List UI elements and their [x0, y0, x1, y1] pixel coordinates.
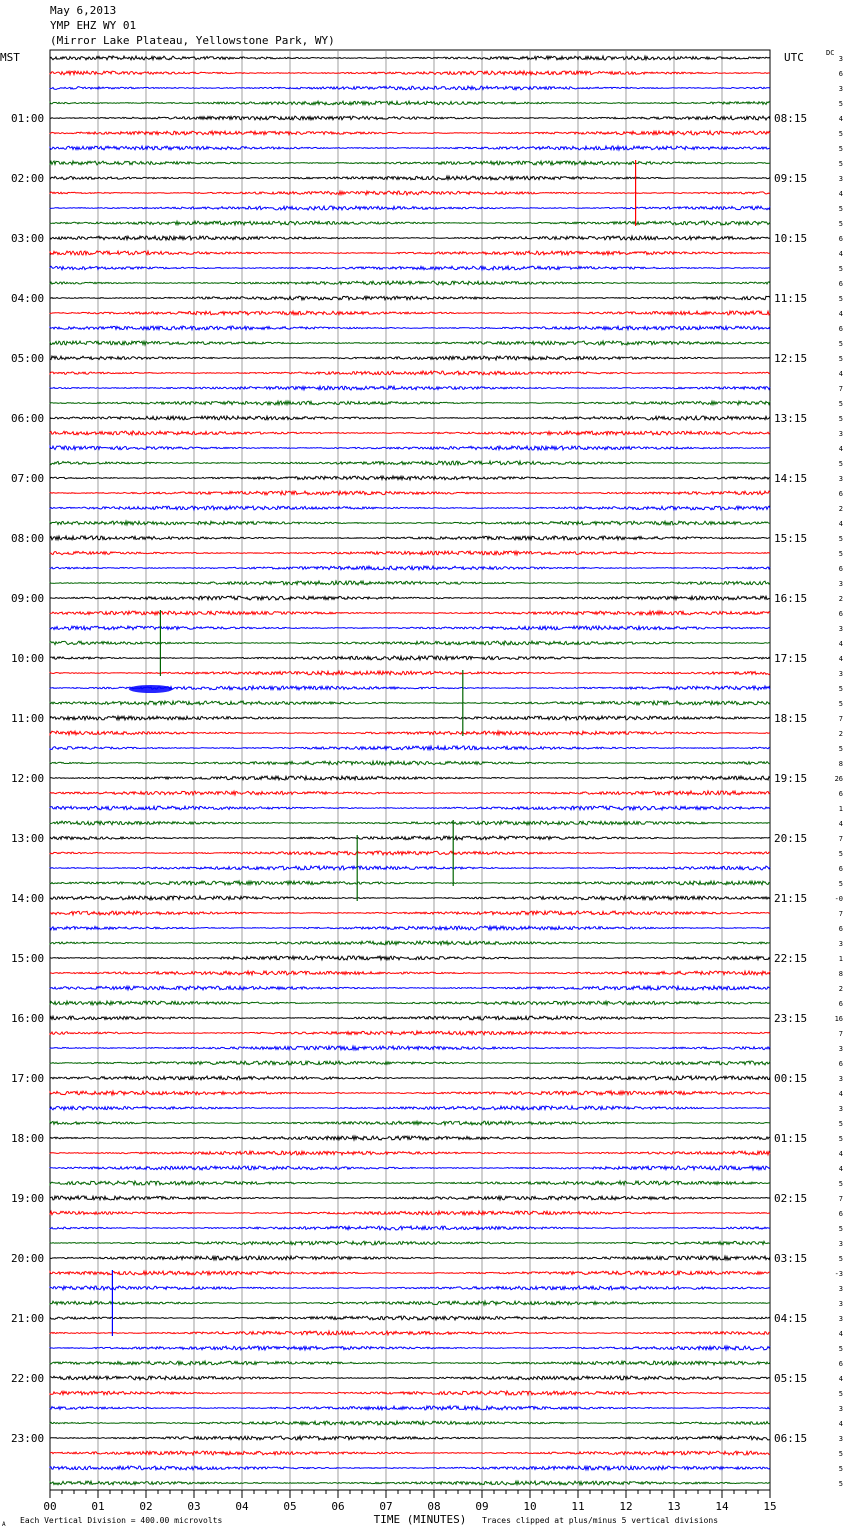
seismic-trace: [50, 1286, 770, 1290]
seismic-trace: [50, 1106, 770, 1110]
dc-offset-value: 4: [838, 1090, 843, 1098]
seismic-trace: [50, 1361, 770, 1365]
dc-offset-value: 5: [838, 340, 843, 348]
x-tick-label: 12: [619, 1500, 633, 1513]
seismic-trace: [50, 581, 770, 585]
seismic-trace: [50, 86, 770, 90]
dc-offset-value: 6: [838, 925, 843, 933]
seismic-trace: [50, 986, 770, 990]
corner-mark: A: [2, 1521, 6, 1528]
seismic-trace: [50, 371, 770, 375]
x-tick-label: 05: [283, 1500, 297, 1513]
seismic-trace: [50, 1421, 770, 1425]
dc-offset-value: 5: [838, 1135, 843, 1143]
seismic-trace: [50, 341, 770, 345]
seismic-trace: [50, 701, 770, 705]
seismic-trace: [50, 131, 770, 135]
hour-label-right: 23:15: [774, 1012, 808, 1025]
seismic-trace: [50, 1391, 770, 1395]
seismic-trace: [50, 236, 770, 240]
hour-label-left: 13:00: [11, 832, 45, 845]
dc-offset-value: 5: [838, 100, 843, 108]
dc-offset-value: 7: [838, 910, 843, 918]
seismic-trace: [50, 731, 770, 735]
dc-offset-value: 5: [838, 880, 843, 888]
mst-label: MST: [0, 51, 20, 64]
dc-offset-value: 3: [838, 175, 843, 183]
dc-offset-value: 5: [838, 700, 843, 708]
dc-offset-value: 4: [838, 310, 843, 318]
seismic-trace: [50, 746, 770, 750]
hour-label-right: 10:15: [774, 232, 808, 245]
dc-offset-value: 5: [838, 1390, 843, 1398]
hour-label-left: 03:00: [11, 232, 45, 245]
x-tick-label: 06: [331, 1500, 345, 1513]
dc-offset-value: 5: [838, 355, 843, 363]
dc-offset-value: 5: [838, 1450, 843, 1458]
hour-label-right: 03:15: [774, 1252, 808, 1265]
seismic-trace: [50, 461, 770, 465]
hour-label-right: 13:15: [774, 412, 808, 425]
dc-offset-value: 26: [834, 775, 843, 783]
dc-offset-value: 5: [838, 1225, 843, 1233]
x-tick-label: 14: [715, 1500, 729, 1513]
hour-label-right: 11:15: [774, 292, 808, 305]
dc-offset-value: 4: [838, 1330, 843, 1338]
seismic-trace: [50, 446, 770, 450]
seismic-trace: [50, 1241, 770, 1245]
dc-offset-value: 3: [838, 1405, 843, 1413]
seismic-trace: [50, 1121, 770, 1125]
x-tick-label: 08: [427, 1500, 441, 1513]
dc-offset-value: 5: [838, 205, 843, 213]
seismic-trace: [50, 56, 770, 60]
seismic-trace: [50, 416, 770, 420]
seismic-trace: [50, 386, 770, 390]
x-tick-label: 00: [43, 1500, 57, 1513]
hour-label-right: 15:15: [774, 532, 808, 545]
x-tick-label: 10: [523, 1500, 537, 1513]
x-tick-label: 15: [763, 1500, 777, 1513]
hour-label-left: 07:00: [11, 472, 45, 485]
hour-label-right: 04:15: [774, 1312, 808, 1325]
utc-label: UTC: [784, 51, 804, 64]
seismic-trace: [50, 1061, 770, 1065]
dc-offset-value: 6: [838, 325, 843, 333]
dc-offset-value: 6: [838, 1060, 843, 1068]
dc-offset-value: 3: [838, 1075, 843, 1083]
dc-offset-value: 16: [834, 1015, 843, 1023]
seismic-trace: [50, 941, 770, 945]
seismic-trace: [50, 1211, 770, 1215]
dc-offset-value: 4: [838, 820, 843, 828]
seismic-trace: [50, 401, 770, 405]
seismic-trace: [50, 1016, 770, 1020]
x-tick-label: 02: [139, 1500, 153, 1513]
x-tick-label: 13: [667, 1500, 681, 1513]
dc-offset-value: 5: [838, 550, 843, 558]
seismic-trace: [50, 776, 770, 780]
dc-offset-value: 4: [838, 250, 843, 258]
dc-offset-value: 7: [838, 1030, 843, 1038]
x-tick-label: 03: [187, 1500, 201, 1513]
seismic-trace: [50, 221, 770, 225]
seismic-trace: [50, 101, 770, 105]
seismic-trace: [50, 1436, 770, 1440]
seismic-trace: [50, 611, 770, 615]
dc-offset-value: 4: [838, 1165, 843, 1173]
dc-offset-value: 6: [838, 1360, 843, 1368]
seismic-trace: [50, 71, 770, 75]
dc-offset-value: 5: [838, 850, 843, 858]
dc-offset-value: 4: [838, 445, 843, 453]
seismic-trace: [50, 971, 770, 975]
seismic-trace: [50, 1481, 770, 1485]
seismic-trace: [50, 596, 770, 600]
x-tick-label: 09: [475, 1500, 489, 1513]
seismic-trace: [50, 1166, 770, 1170]
seismic-trace: [50, 1091, 770, 1095]
scale-note: Each Vertical Division = 400.00 microvolts: [20, 1516, 223, 1525]
hour-label-left: 01:00: [11, 112, 45, 125]
dc-offset-value: 3: [838, 55, 843, 63]
hour-label-right: 14:15: [774, 472, 808, 485]
seismic-trace: [50, 716, 770, 720]
dc-offset-value: 4: [838, 115, 843, 123]
dc-offset-value: 6: [838, 610, 843, 618]
hour-label-right: 08:15: [774, 112, 808, 125]
seismic-trace: [50, 1346, 770, 1350]
dc-offset-value: 3: [838, 1285, 843, 1293]
seismic-trace: [50, 656, 770, 660]
seismic-trace: [50, 311, 770, 315]
seismic-trace: [50, 251, 770, 255]
dc-label: DC: [826, 49, 835, 57]
x-tick-label: 11: [571, 1500, 585, 1513]
dc-offset-value: 3: [838, 625, 843, 633]
dc-offset-value: 5: [838, 1180, 843, 1188]
hour-label-left: 15:00: [11, 952, 45, 965]
seismic-trace: [50, 176, 770, 180]
seismic-trace: [50, 911, 770, 915]
hour-label-left: 02:00: [11, 172, 45, 185]
dc-offset-value: 5: [838, 400, 843, 408]
x-tick-label: 07: [379, 1500, 393, 1513]
dc-offset-value: 8: [838, 970, 843, 978]
x-axis-title: TIME (MINUTES): [373, 1513, 467, 1526]
seismic-trace: [50, 1031, 770, 1035]
hour-label-left: 14:00: [11, 892, 45, 905]
seismic-trace: [50, 956, 770, 960]
dc-offset-value: 5: [838, 220, 843, 228]
dc-offset-value: 6: [838, 790, 843, 798]
location-label: (Mirror Lake Plateau, Yellowstone Park, WY): [50, 34, 335, 47]
seismic-trace: [50, 1256, 770, 1260]
seismic-trace: [50, 851, 770, 855]
dc-offset-value: 6: [838, 565, 843, 573]
seismic-trace: [50, 146, 770, 150]
seismic-trace: [50, 1151, 770, 1155]
seismic-trace: [50, 1331, 770, 1335]
seismic-trace: [50, 326, 770, 330]
seismic-trace: [50, 1466, 770, 1470]
hour-label-right: 06:15: [774, 1432, 808, 1445]
dc-offset-value: 2: [838, 595, 843, 603]
seismic-trace: [50, 761, 770, 765]
dc-offset-value: 2: [838, 730, 843, 738]
dc-offset-value: 7: [838, 835, 843, 843]
seismic-trace: [50, 1406, 770, 1410]
seismic-trace: [50, 536, 770, 540]
seismic-trace: [50, 896, 770, 900]
dc-offset-value: 4: [838, 520, 843, 528]
hour-label-left: 10:00: [11, 652, 45, 665]
seismic-trace: [50, 641, 770, 645]
hour-label-left: 19:00: [11, 1192, 45, 1205]
dc-offset-value: 3: [838, 940, 843, 948]
dc-offset-value: 6: [838, 280, 843, 288]
hour-label-left: 08:00: [11, 532, 45, 545]
seismic-trace: [50, 356, 770, 360]
seismic-trace: [50, 671, 770, 675]
seismic-trace: [50, 791, 770, 795]
seismic-trace: [50, 806, 770, 810]
hour-label-left: 04:00: [11, 292, 45, 305]
dc-offset-value: 5: [838, 130, 843, 138]
dc-offset-value: 3: [838, 1045, 843, 1053]
seismic-trace: [50, 1181, 770, 1185]
dc-offset-value: 5: [838, 685, 843, 693]
seismic-trace: [50, 491, 770, 495]
seismic-trace: [50, 1001, 770, 1005]
dc-offset-value: 1: [838, 955, 843, 963]
seismic-trace: [50, 1226, 770, 1230]
dc-offset-value: 6: [838, 235, 843, 243]
dc-offset-value: 7: [838, 1195, 843, 1203]
dc-offset-value: 3: [838, 1300, 843, 1308]
dc-offset-value: 5: [838, 145, 843, 153]
dc-offset-value: 4: [838, 640, 843, 648]
dc-offset-value: 2: [838, 985, 843, 993]
hour-label-left: 20:00: [11, 1252, 45, 1265]
dc-offset-value: 3: [838, 1105, 843, 1113]
seismic-trace: [50, 521, 770, 525]
seismic-trace: [50, 431, 770, 435]
dc-offset-value: 4: [838, 190, 843, 198]
hour-label-right: 00:15: [774, 1072, 808, 1085]
x-tick-label: 01: [91, 1500, 105, 1513]
x-tick-label: 04: [235, 1500, 249, 1513]
dc-offset-value: 5: [838, 535, 843, 543]
seismic-trace: [50, 926, 770, 930]
seismic-trace: [50, 566, 770, 570]
dc-offset-value: 5: [838, 265, 843, 273]
hour-label-right: 21:15: [774, 892, 808, 905]
dc-offset-value: 4: [838, 1375, 843, 1383]
dc-offset-value: 5: [838, 1255, 843, 1263]
seismic-trace: [50, 1136, 770, 1140]
hour-label-right: 02:15: [774, 1192, 808, 1205]
hour-label-right: 17:15: [774, 652, 808, 665]
hour-label-left: 23:00: [11, 1432, 45, 1445]
hour-label-left: 22:00: [11, 1372, 45, 1385]
seismic-trace: [50, 551, 770, 555]
dc-offset-value: 7: [838, 385, 843, 393]
dc-offset-value: 3: [838, 1435, 843, 1443]
dc-offset-value: 4: [838, 1420, 843, 1428]
dc-offset-value: -3: [834, 1270, 843, 1278]
dc-offset-value: 5: [838, 1480, 843, 1488]
station-label: YMP EHZ WY 01: [50, 19, 137, 32]
dc-offset-value: 1: [838, 805, 843, 813]
hour-label-right: 01:15: [774, 1132, 808, 1145]
seismic-trace: [50, 626, 770, 630]
clip-note: Traces clipped at plus/minus 5 vertical divisions: [482, 1516, 719, 1525]
hour-label-right: 16:15: [774, 592, 808, 605]
hour-label-left: 21:00: [11, 1312, 45, 1325]
hour-label-left: 09:00: [11, 592, 45, 605]
hour-label-right: 19:15: [774, 772, 808, 785]
dc-offset-value: 4: [838, 1150, 843, 1158]
seismic-trace: [50, 881, 770, 885]
seismic-trace: [50, 866, 770, 870]
hour-label-left: 16:00: [11, 1012, 45, 1025]
seismic-trace: [50, 116, 770, 120]
hour-label-right: 18:15: [774, 712, 808, 725]
seismic-trace: [50, 1196, 770, 1200]
dc-offset-value: 3: [838, 1240, 843, 1248]
seismic-trace: [50, 836, 770, 840]
dc-offset-value: 7: [838, 715, 843, 723]
hour-label-left: 18:00: [11, 1132, 45, 1145]
dc-offset-value: 3: [838, 670, 843, 678]
seismic-trace: [50, 191, 770, 195]
dc-offset-value: 3: [838, 475, 843, 483]
dc-offset-value: 4: [838, 655, 843, 663]
dc-offset-value: 5: [838, 745, 843, 753]
dc-offset-value: 6: [838, 1210, 843, 1218]
dc-offset-value: 6: [838, 70, 843, 78]
dc-offset-value: 3: [838, 580, 843, 588]
dc-offset-value: 3: [838, 430, 843, 438]
dc-offset-value: 5: [838, 160, 843, 168]
dc-offset-value: 5: [838, 415, 843, 423]
seismic-trace: [50, 1076, 770, 1080]
hour-label-left: 06:00: [11, 412, 45, 425]
hour-label-left: 12:00: [11, 772, 45, 785]
dc-offset-value: 6: [838, 865, 843, 873]
hour-label-right: 12:15: [774, 352, 808, 365]
seismic-trace: [50, 1451, 770, 1455]
dc-offset-value: 5: [838, 295, 843, 303]
date-label: May 6,2013: [50, 4, 117, 17]
hour-label-right: 22:15: [774, 952, 808, 965]
seismic-trace: [50, 1316, 770, 1320]
seismic-trace: [50, 266, 770, 270]
event-burst: [129, 685, 173, 693]
dc-offset-value: 6: [838, 1000, 843, 1008]
dc-offset-value: 5: [838, 460, 843, 468]
dc-offset-value: 8: [838, 760, 843, 768]
dc-offset-value: 6: [838, 490, 843, 498]
seismic-trace: [50, 476, 770, 480]
seismic-trace: [50, 1271, 770, 1275]
hour-label-left: 11:00: [11, 712, 45, 725]
seismic-trace: [50, 1046, 770, 1050]
seismic-trace: [50, 821, 770, 825]
dc-offset-value: 3: [838, 85, 843, 93]
seismic-trace: [50, 1301, 770, 1305]
seismic-trace: [50, 506, 770, 510]
dc-offset-value: 2: [838, 505, 843, 513]
seismic-trace: [50, 281, 770, 285]
hour-label-right: 09:15: [774, 172, 808, 185]
hour-label-right: 05:15: [774, 1372, 808, 1385]
seismic-trace: [50, 1376, 770, 1380]
seismic-trace: [50, 206, 770, 210]
dc-offset-value: 3: [838, 1315, 843, 1323]
seismic-trace: [50, 161, 770, 165]
dc-offset-value: 5: [838, 1345, 843, 1353]
hour-label-left: 05:00: [11, 352, 45, 365]
hour-label-right: 20:15: [774, 832, 808, 845]
dc-offset-value: 5: [838, 1120, 843, 1128]
seismic-trace: [50, 296, 770, 300]
dc-offset-value: -0: [834, 895, 843, 903]
hour-label-left: 17:00: [11, 1072, 45, 1085]
dc-offset-value: 4: [838, 370, 843, 378]
dc-offset-value: 5: [838, 1465, 843, 1473]
